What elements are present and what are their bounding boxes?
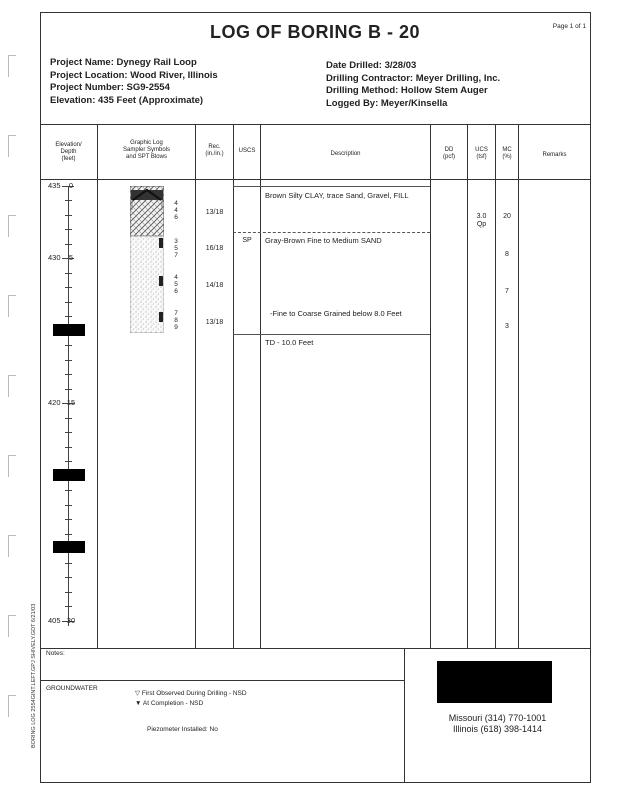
- groundwater-first-observed: ▽ First Observed During Drilling - NSD: [135, 690, 247, 697]
- water-level-icon: ▽: [135, 690, 140, 697]
- graphic-log-header: Graphic Log Sampler Symbols and SPT Blows: [122, 140, 170, 160]
- redaction-bar: [53, 541, 85, 553]
- project-elevation: Elevation: 435 Feet (Approximate): [50, 94, 204, 106]
- description-fill: Brown Silty CLAY, trace Sand, Gravel, FILL: [265, 191, 409, 200]
- page-title: LOG OF BORING B - 20: [209, 22, 420, 42]
- groundwater-label: GROUNDWATER: [46, 685, 98, 692]
- elevation-depth-header: Elevation/ Depth (feet): [55, 142, 82, 162]
- groundwater-at-completion: ▼ At Completion - NSD: [135, 700, 204, 707]
- ucs-header: UCS (tsf): [475, 147, 488, 160]
- recovery-sample-1: 13/18: [205, 209, 224, 216]
- contact-info: [405, 713, 590, 735]
- piezometer-note: Piezometer Installed: No: [147, 726, 218, 733]
- description-sand: Gray-Brown Fine to Medium SAND: [265, 236, 382, 245]
- project-info: [50, 57, 218, 107]
- redaction-bar: [53, 324, 85, 336]
- side-footer: BORING LOG 2554GINT.LEFT.GPJ SHIVELY.GDT 6/21/03: [31, 603, 37, 748]
- drilling-contractor: Drilling Contractor: Meyer Drilling, Inc.: [326, 72, 501, 84]
- description-total-depth: TD - 10.0 Feet: [265, 338, 314, 347]
- uscs-header: USCS: [238, 148, 256, 154]
- project-location: Project Location: Wood River, Illinois: [50, 69, 218, 81]
- logged-by: Logged By: Meyer/Kinsella: [326, 97, 448, 109]
- recovery-sample-2: 16/18: [205, 245, 224, 252]
- mc-value-3: 7: [505, 288, 509, 295]
- date-drilled: Date Drilled: 3/28/03: [326, 60, 417, 71]
- mc-value-1: 20: [503, 213, 511, 220]
- mc-value-4: 3: [505, 323, 509, 330]
- project-name: Project Name: Dynegy Rail Loop: [50, 57, 197, 68]
- ucs-value: 3.0 Qp: [476, 213, 487, 228]
- depth-label-435: 435 0: [48, 181, 74, 190]
- project-number: Project Number: SG9-2554: [50, 82, 170, 93]
- uscs-code: SP: [242, 237, 252, 244]
- recovery-header: Rec. (in./in.): [205, 144, 224, 157]
- dd-header: DD (pcf): [443, 147, 455, 160]
- contact-illinois: Illinois (618) 398-1414: [452, 724, 543, 734]
- depth-label-420: 420 15: [48, 398, 76, 407]
- recovery-sample-3: 14/18: [205, 282, 224, 289]
- water-level-completion-icon: ▼: [135, 700, 142, 707]
- spt-blows-sample-3: 4 5 6: [174, 274, 178, 295]
- spt-blows-sample-1: 4 4 6: [174, 200, 178, 221]
- depth-label-405: 405 30: [48, 616, 76, 625]
- description-coarse: -Fine to Coarse Grained below 8.0 Feet: [270, 309, 402, 318]
- graphic-log: [130, 186, 164, 333]
- drilling-info: [326, 60, 500, 110]
- redaction-bar: [53, 469, 85, 481]
- mc-header: MC (%): [502, 147, 512, 160]
- depth-label-430: 430 5: [48, 253, 74, 262]
- redacted-logo: [437, 661, 552, 703]
- drilling-method: Drilling Method: Hollow Stem Auger: [326, 85, 488, 96]
- mc-value-2: 8: [505, 251, 509, 258]
- soil-pattern: [130, 186, 164, 333]
- description-header: Description: [330, 151, 361, 157]
- spt-blows-sample-4: 7 8 9: [174, 310, 178, 331]
- contact-missouri: Missouri (314) 770-1001: [448, 713, 547, 723]
- page-number: Page 1 of 1: [552, 23, 586, 30]
- notes-label: Notes:: [46, 650, 65, 657]
- recovery-sample-4: 13/18: [205, 319, 224, 326]
- spt-blows-sample-2: 3 5 7: [174, 238, 178, 259]
- remarks-header: Remarks: [542, 152, 567, 158]
